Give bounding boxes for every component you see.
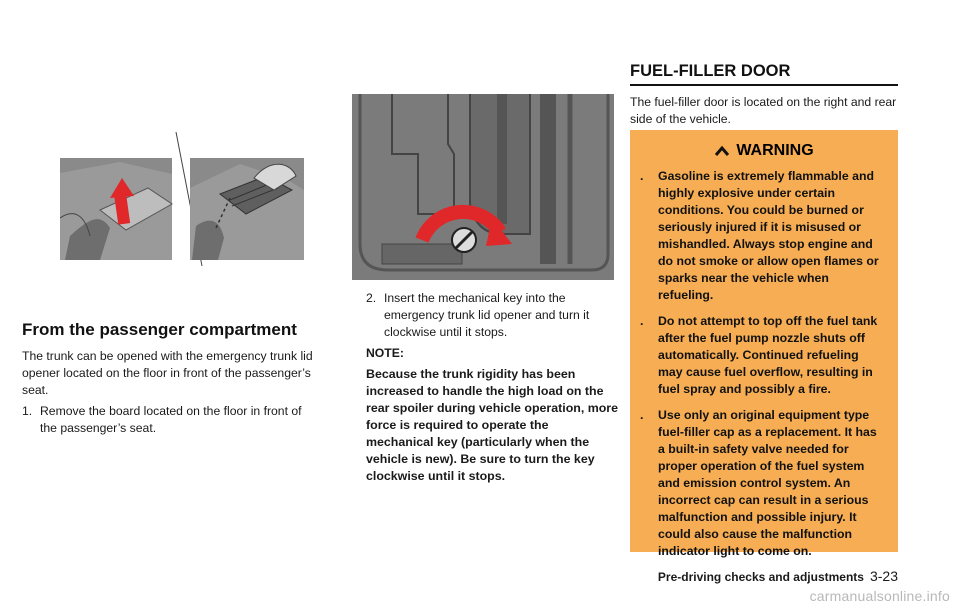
page-number: 3-23 (869, 568, 898, 584)
opener-knob (452, 228, 476, 252)
warning-text: Gasoline is extremely flammable and highly explosive under certain conditions. You could be burned or seriously injured if it is misused or mishandled. Always stop engine and do not smoke or allow open flames or sparks near the vehicle when refueling. (658, 169, 879, 302)
section-title: FUEL-FILLER DOOR (630, 62, 898, 86)
page-footer (658, 568, 898, 584)
bullet: . (640, 408, 644, 422)
step-2 (366, 290, 616, 341)
step-2-number: 2. (366, 291, 377, 305)
note-body: Because the trunk rigidity has been increased to handle the high load on the rear spoiler during vehicle operation, more force is required to operate the mechanical key (particularly when the vehicle is new). Be sure to turn the key clockwise until it stops. (366, 367, 619, 483)
trunk-opener-illustration (352, 94, 614, 280)
warning-item (640, 168, 886, 304)
bullet: . (640, 169, 644, 183)
warning-item (640, 313, 886, 398)
warning-item (640, 407, 886, 560)
step-1-text: Remove the board located on the floor in front of the passenger’s seat. (40, 404, 302, 435)
step-1-number: 1. (22, 404, 33, 418)
warning-header (630, 142, 898, 160)
fuel-door-intro: The fuel-filler door is located on the right and rear side of the vehicle. (630, 95, 897, 126)
footer-section: Pre-driving checks and adjustments (657, 570, 864, 584)
warning-chevron-icon (714, 144, 730, 158)
left-intro: The trunk can be opened with the emergency trunk lid opener located on the floor in front of the passenger’s seat. (22, 349, 313, 397)
warning-text: Use only an original equipment type fuel-filler cap as a replacement. It has a built-in safety valve needed for proper operation of the fuel system and emission control system. An incorrect cap can result in a serious malfunction and possible injury. It could also cause the malfunction indicator light to come on. (658, 408, 877, 558)
warning-text: Do not attempt to top off the fuel tank after the fuel pump nozzle shuts off automatically. Continued refueling may cause fuel overflow, resulting in fuel spray and possibly a fire. (658, 314, 878, 396)
warning-box (630, 130, 898, 558)
board-removal-illustration (60, 118, 304, 266)
bullet: . (640, 314, 644, 328)
warning-title: WARNING (736, 142, 814, 159)
watermark: carmanualsonline.info (809, 588, 950, 604)
subsection-heading: From the passenger compartment (22, 320, 297, 339)
left-body (22, 348, 318, 437)
note-label: NOTE: (366, 346, 404, 360)
step-2-text: Insert the mechanical key into the emergency trunk lid opener and turn it clockwise until it stops. (384, 291, 590, 339)
step-1 (22, 403, 318, 437)
warning-list (630, 168, 898, 560)
